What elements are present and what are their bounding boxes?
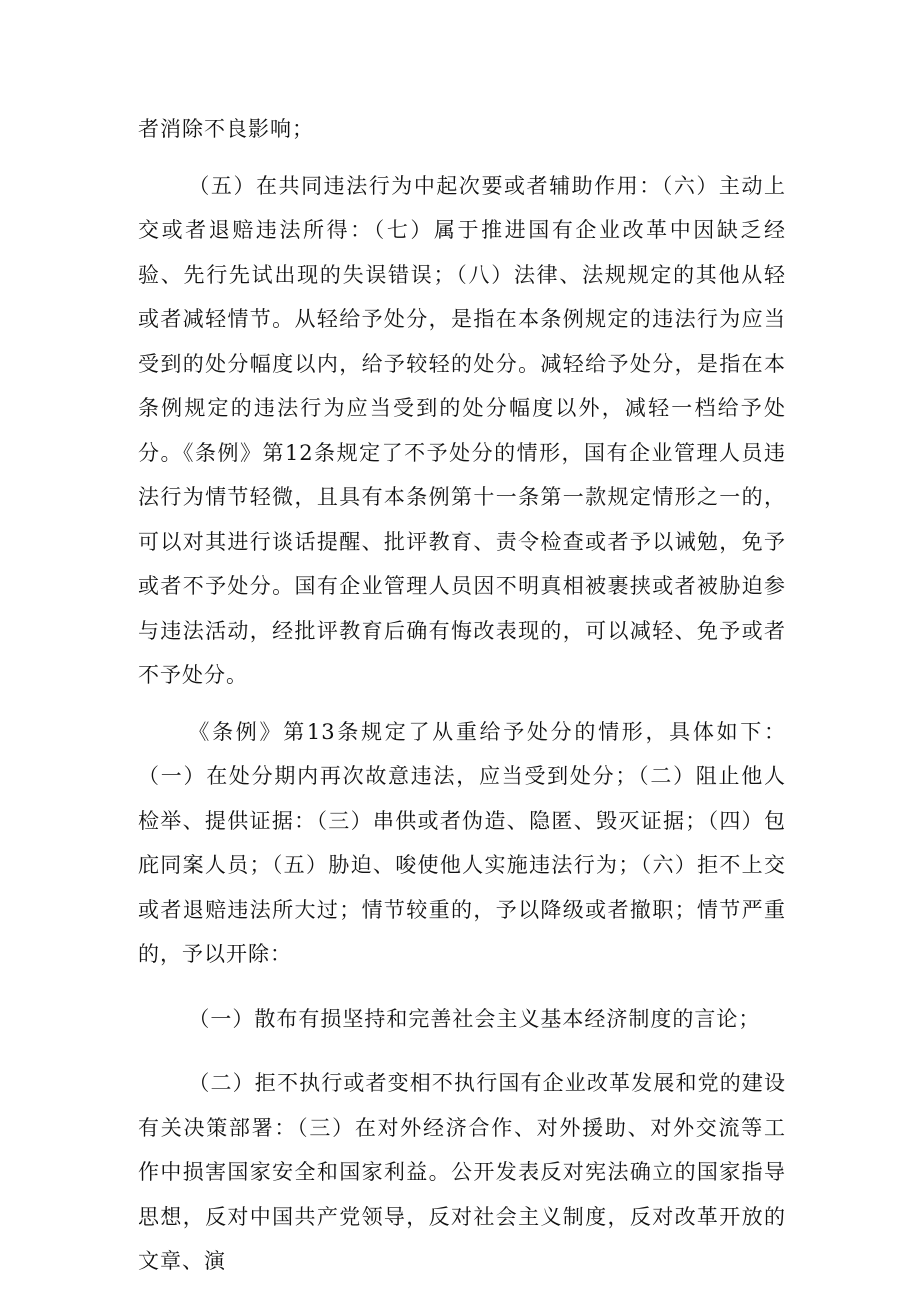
- paragraph-mitigating-circumstances: （五）在共同违法行为中起次要或者辅助作用：（六）主动上交或者退赔违法所得：（七）属于推进国有企业改革中因缺乏经验、先行先试出现的失误错误；（八）法律、法规规定的其他从轻或者减轻情节。从轻给予处分，是指在本条例规定的违法行为应当受到的处分幅度以内，给予较轻的处分。减轻给予处分，是指在本条例规定的违法行为应当受到的处分幅度以外，减轻一档给予处分。《条例》第12条规定了不予处分的情形，国有企业管理人员违法行为情节轻微，且具有本条例第十一条第一款规定情形之一的，可以对其进行谈话提醒、批评教育、责令检查或者予以诫勉，免予或者不予处分。国有企业管理人员因不明真相被裹挟或者被胁迫参与违法活动，经批评教育后确有悔改表现的，可以减轻、免予或者不予处分。: [138, 173, 786, 687]
- paragraph-continuation: 者消除不良影响；: [138, 117, 314, 141]
- paragraph-item-one: （一）散布有损坚持和完善社会主义基本经济制度的言论；: [188, 1006, 761, 1031]
- paragraph-aggravating-circumstances: 《条例》第13条规定了从重给予处分的情形，具体如下：（一）在处分期内再次故意违法，应当受到处分；（二）阻止他人检举、提供证据：（三）串供或者伪造、隐匿、毁灭证据；（四）包庇同案人员；（五）胁迫、唆使他人实施违法行为；（六）拒不上交或者退赔违法所大过；情节较重的，予以降级或者撤职；情节严重的，予以开除：: [138, 719, 786, 966]
- paragraph-item-two: （二）拒不执行或者变相不执行国有企业改革发展和党的建设有关决策部署：（三）在对外经济合作、对外援助、对外交流等工作中损害国家安全和国家利益。公开发表反对宪法确立的国家指导思想，反对中国共产党领导，反对社会主义制度，反对改革开放的文章、演: [138, 1071, 786, 1273]
- document-body: [138, 107, 786, 1284]
